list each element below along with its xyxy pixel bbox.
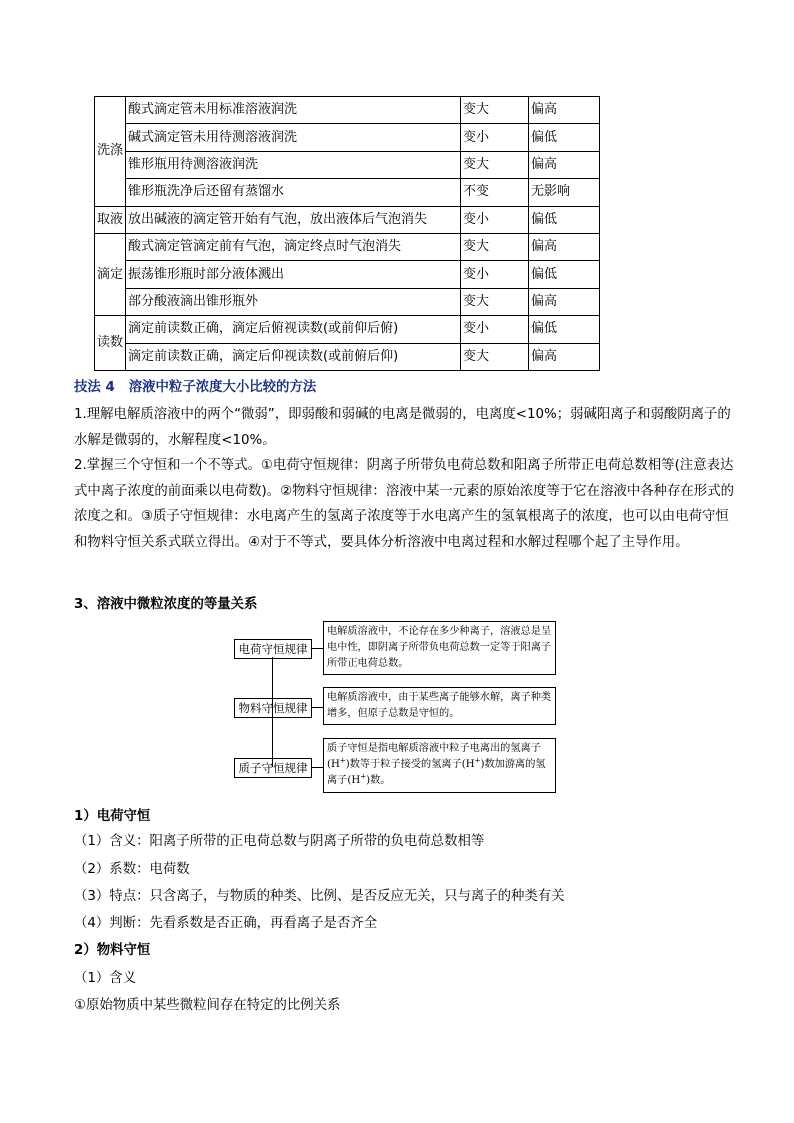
material-section-title: 2）物料守恒 xyxy=(74,943,151,958)
category-cell: 滴定 xyxy=(95,233,126,315)
result-cell: 偏高 xyxy=(529,343,600,370)
category-cell: 取液 xyxy=(95,206,126,233)
table-row xyxy=(95,151,600,178)
result-cell: 无影响 xyxy=(529,179,600,206)
diagram-connector xyxy=(311,707,323,708)
result-cell: 偏低 xyxy=(529,261,600,288)
charge-item: （4）判断：先看系数是否正确，再看离子是否齐全 xyxy=(74,916,378,931)
table-row xyxy=(95,97,600,124)
result-cell: 偏低 xyxy=(529,124,600,151)
volume-change-cell: 变小 xyxy=(461,316,529,343)
category-cell: 读数 xyxy=(95,316,126,371)
titration-error-table xyxy=(94,96,600,371)
material-conservation-box: 物料守恒规律 xyxy=(234,698,312,718)
operation-cell: 酸式滴定管滴定前有气泡，滴定终点时气泡消失 xyxy=(126,233,461,260)
operation-cell: 滴定前读数正确，滴定后俯视读数(或前仰后俯) xyxy=(126,316,461,343)
diagram-connector xyxy=(311,648,323,649)
volume-change-cell: 变大 xyxy=(461,233,529,260)
operation-cell: 锥形瓶用待测溶液润洗 xyxy=(126,151,461,178)
diagram-connector xyxy=(311,767,323,768)
operation-cell: 酸式滴定管未用标准溶液润洗 xyxy=(126,97,461,124)
section-3-title: 3、溶液中微粒浓度的等量关系 xyxy=(74,597,258,612)
proton-conservation-box: 质子守恒规律 xyxy=(234,758,312,778)
operation-cell: 振荡锥形瓶时部分液体溅出 xyxy=(126,261,461,288)
table-row xyxy=(95,316,600,343)
paragraph-2: 2.掌握三个守恒和一个不等式。①电荷守恒规律：阴离子所带负电荷总数和阳离子所带正电荷总数相等(注意表达式中离子浓度的前面乘以电荷数)。②物料守恒规律：溶液中某一元素的原始浓度等于它在溶液中各种存在形式的浓度之和。③质子守恒规律：水电离产生的氢离子浓度等于水电离产生的氢氧根离子的浓度，也可以由电荷守恒和物料守恒关系式联立得出。④对于不等式，要具体分析溶液中电离过程和水解过程哪个起了主导作用。 xyxy=(74,458,734,550)
paragraph-1: 1.理解电解质溶液中的两个“微弱”，即弱酸和弱碱的电离是微弱的，电离度<10%；弱碱阳离子和弱酸阴离子的水解是微弱的，水解程度<10%。 xyxy=(74,407,731,448)
table-row xyxy=(95,288,600,315)
charge-section-title: 1）电荷守恒 xyxy=(74,809,151,824)
charge-item: （1）含义：阳离子所带的正电荷总数与阴离子所带的负电荷总数相等 xyxy=(74,834,485,849)
material-item: （1）含义 xyxy=(74,971,137,986)
section-label: 技法 4 xyxy=(74,380,115,395)
volume-change-cell: 变小 xyxy=(461,261,529,288)
charge-conservation-desc: 电解质溶液中，不论存在多少种离子，溶液总是呈电中性，即阴离子所带负电荷总数一定等于阳离子所带正电荷总数。 xyxy=(323,621,556,675)
table-row xyxy=(95,261,600,288)
result-cell: 偏低 xyxy=(529,206,600,233)
charge-conservation-box: 电荷守恒规律 xyxy=(234,639,312,659)
volume-change-cell: 变大 xyxy=(461,151,529,178)
section-title: 溶液中粒子浓度大小比较的方法 xyxy=(128,380,317,395)
operation-cell: 碱式滴定管未用待测溶液润洗 xyxy=(126,124,461,151)
material-conservation-desc: 电解质溶液中，由于某些离子能够水解，离子种类增多，但原子总数是守恒的。 xyxy=(323,687,556,725)
table-row xyxy=(95,179,600,206)
result-cell: 偏高 xyxy=(529,97,600,124)
proton-conservation-desc: 质子守恒是指电解质溶液中粒子电离出的氢离子(H+)数等于粒子接受的氢离子(H+)数加游离的氢离子(H+)数。 xyxy=(323,738,556,793)
result-cell: 偏高 xyxy=(529,233,600,260)
operation-cell: 部分酸液滴出锥形瓶外 xyxy=(126,288,461,315)
result-cell: 偏高 xyxy=(529,151,600,178)
operation-cell: 锥形瓶洗净后还留有蒸馏水 xyxy=(126,179,461,206)
table-row xyxy=(95,206,600,233)
table-row xyxy=(95,233,600,260)
volume-change-cell: 变大 xyxy=(461,288,529,315)
table-row xyxy=(95,124,600,151)
section-heading-4 xyxy=(74,376,316,395)
charge-item: （3）特点：只含离子，与物质的种类、比例、是否反应无关，只与离子的种类有关 xyxy=(74,889,565,904)
result-cell: 偏高 xyxy=(529,288,600,315)
charge-item: （2）系数：电荷数 xyxy=(74,862,190,877)
operation-cell: 放出碱液的滴定管开始有气泡，放出液体后气泡消失 xyxy=(126,206,461,233)
material-item: ①原始物质中某些微粒间存在特定的比例关系 xyxy=(74,998,341,1013)
volume-change-cell: 变小 xyxy=(461,206,529,233)
volume-change-cell: 变小 xyxy=(461,124,529,151)
volume-change-cell: 不变 xyxy=(461,179,529,206)
volume-change-cell: 变大 xyxy=(461,343,529,370)
volume-change-cell: 变大 xyxy=(461,97,529,124)
operation-cell: 滴定前读数正确，滴定后仰视读数(或前俯后仰) xyxy=(126,343,461,370)
result-cell: 偏低 xyxy=(529,316,600,343)
category-cell: 洗涤 xyxy=(95,97,126,207)
table-row xyxy=(95,343,600,370)
